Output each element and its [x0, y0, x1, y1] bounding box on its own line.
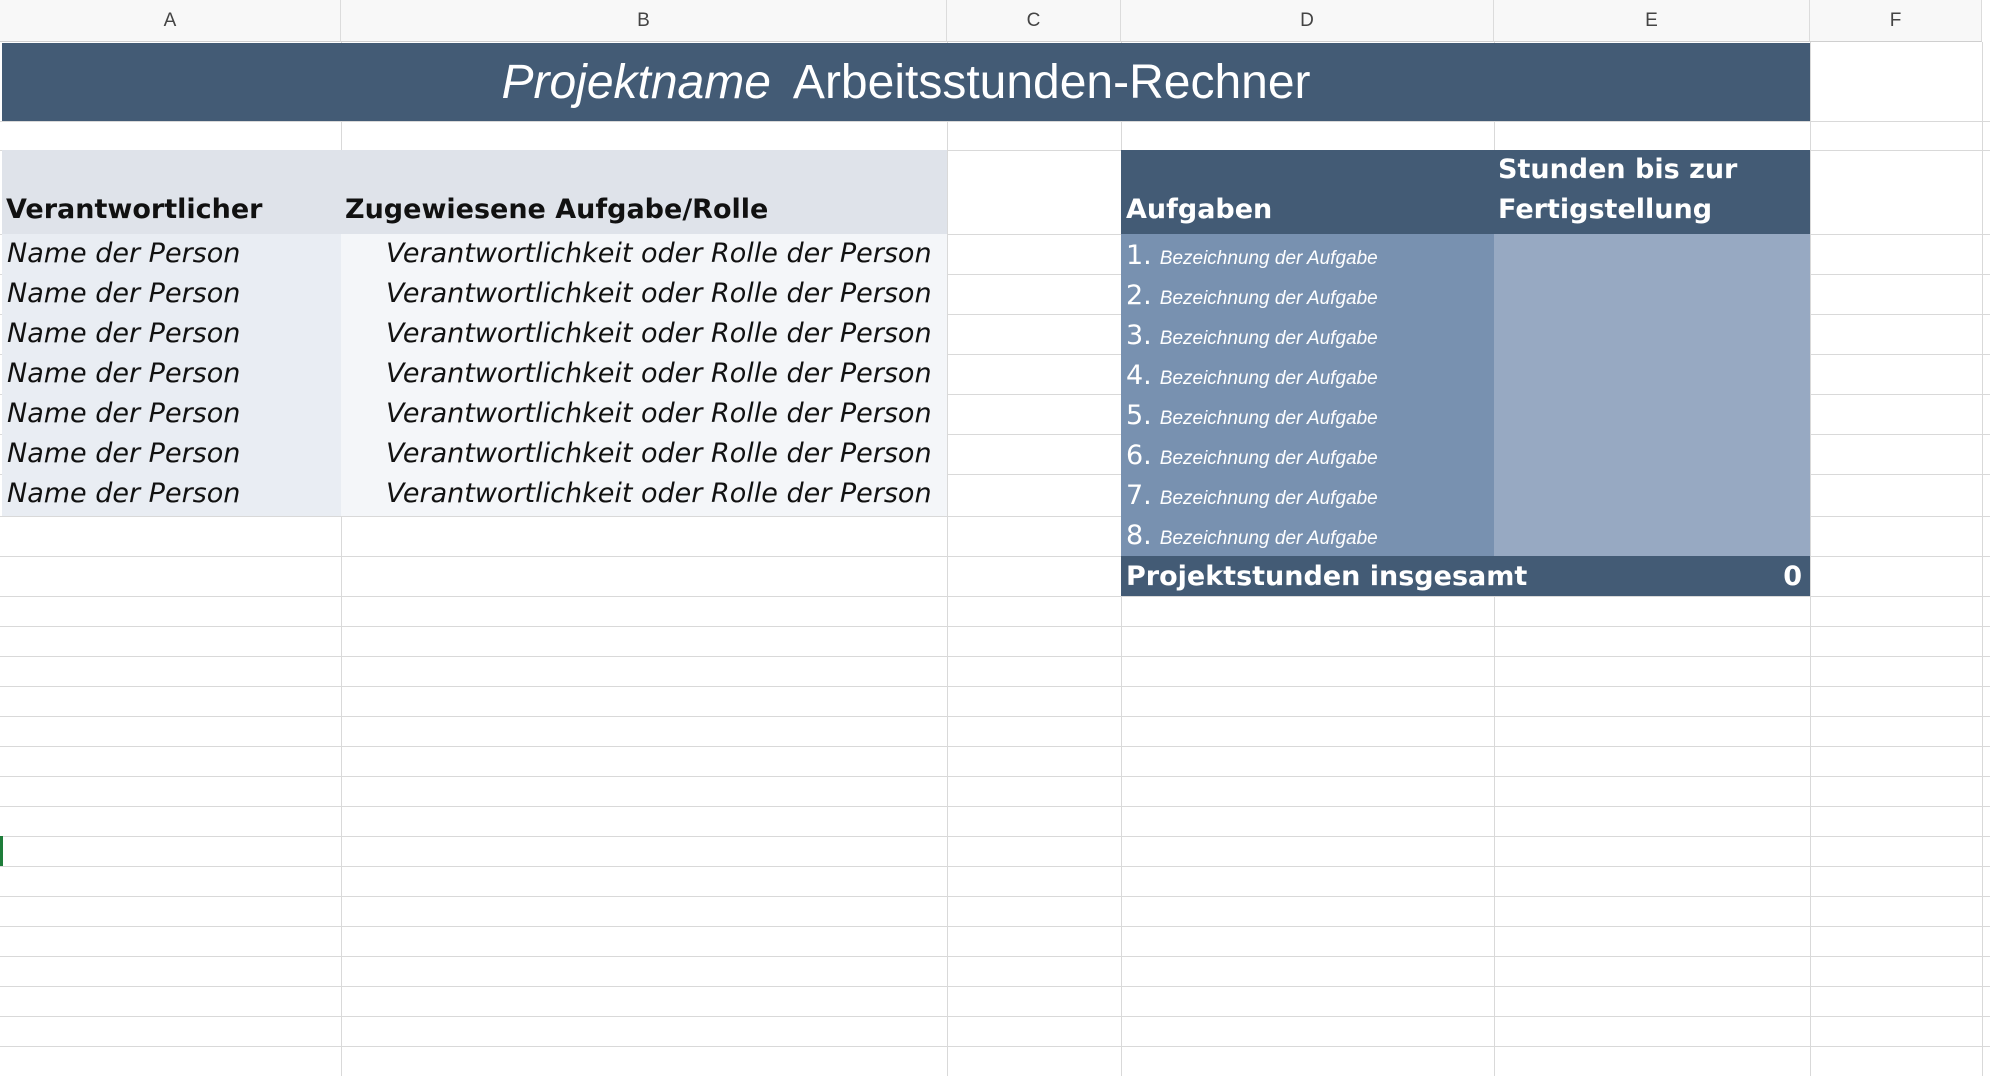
total-hours-label: Projektstunden insgesamt: [1126, 561, 1528, 592]
column-header-d[interactable]: D: [1121, 0, 1494, 42]
task-label: Bezeichnung der Aufgabe: [1159, 448, 1378, 469]
gridline: [0, 626, 1990, 627]
task-label: Bezeichnung der Aufgabe: [1159, 328, 1378, 349]
task-cell[interactable]: [1126, 440, 1378, 471]
task-label: Bezeichnung der Aufgabe: [1159, 408, 1378, 429]
task-number: 1.: [1126, 240, 1152, 271]
task-cell[interactable]: [1126, 240, 1378, 271]
gridline: [1810, 42, 1811, 1076]
task-number: 4.: [1126, 360, 1152, 391]
person-cell[interactable]: Name der Person: [7, 318, 241, 349]
gridline: [0, 896, 1990, 897]
task-number: 8.: [1126, 520, 1152, 551]
person-cell[interactable]: Name der Person: [7, 478, 241, 509]
gridline: [1982, 42, 1983, 1076]
header-assigned-role[interactable]: Zugewiesene Aufgabe/Rolle: [345, 194, 769, 225]
gridline: [0, 986, 1990, 987]
task-cell[interactable]: [1126, 280, 1378, 311]
sheet-title[interactable]: [2, 43, 1810, 121]
task-number: 3.: [1126, 320, 1152, 351]
total-hours-row[interactable]: [1121, 556, 1810, 596]
gridline: [0, 836, 1990, 837]
gridline: [947, 42, 948, 1076]
gridline: [0, 656, 1990, 657]
task-cell[interactable]: [1126, 320, 1378, 351]
task-cell[interactable]: [1126, 360, 1378, 391]
task-label: Bezeichnung der Aufgabe: [1159, 368, 1378, 389]
task-cell[interactable]: [1126, 520, 1378, 551]
task-cell[interactable]: [1126, 480, 1378, 511]
task-cell[interactable]: [1126, 400, 1378, 431]
gridline: [0, 776, 1990, 777]
gridline: [0, 596, 1990, 597]
role-cell[interactable]: Verantwortlichkeit oder Rolle der Person: [386, 238, 932, 269]
person-cell[interactable]: Name der Person: [7, 238, 241, 269]
task-label: Bezeichnung der Aufgabe: [1159, 288, 1378, 309]
column-header-c[interactable]: C: [947, 0, 1121, 42]
task-number: 2.: [1126, 280, 1152, 311]
gridline: [0, 806, 1990, 807]
hours-column-fill: [1494, 234, 1810, 556]
gridline: [0, 716, 1990, 717]
column-header-e[interactable]: E: [1494, 0, 1810, 42]
role-cell[interactable]: Verantwortlichkeit oder Rolle der Person: [386, 398, 932, 429]
gridline: [0, 866, 1990, 867]
task-number: 5.: [1126, 400, 1152, 431]
gridline: [0, 1046, 1990, 1047]
gridline: [0, 121, 1990, 122]
role-cell[interactable]: Verantwortlichkeit oder Rolle der Person: [386, 278, 932, 309]
right-table-header: [1121, 150, 1810, 234]
column-header-b[interactable]: B: [341, 0, 947, 42]
column-header-f[interactable]: F: [1810, 0, 1982, 42]
left-table-header: [2, 150, 947, 234]
task-label: Bezeichnung der Aufgabe: [1159, 528, 1378, 549]
header-hours-line2[interactable]: Fertigstellung: [1498, 194, 1713, 225]
title-text: Arbeitsstunden-Rechner: [792, 55, 1311, 109]
person-cell[interactable]: Name der Person: [7, 358, 241, 389]
role-cell[interactable]: Verantwortlichkeit oder Rolle der Person: [386, 438, 932, 469]
header-tasks[interactable]: Aufgaben: [1126, 194, 1273, 225]
title-project-name: Projektname: [501, 55, 771, 109]
person-cell[interactable]: Name der Person: [7, 398, 241, 429]
gridline: [0, 746, 1990, 747]
gridline: [0, 926, 1990, 927]
person-cell[interactable]: Name der Person: [7, 438, 241, 469]
header-hours-line1[interactable]: Stunden bis zur: [1498, 154, 1738, 185]
total-hours-value: 0: [1783, 561, 1802, 592]
task-label: Bezeichnung der Aufgabe: [1159, 248, 1378, 269]
role-cell[interactable]: Verantwortlichkeit oder Rolle der Person: [386, 358, 932, 389]
selected-cell-indicator: [0, 836, 3, 866]
column-header-a[interactable]: A: [0, 0, 341, 42]
role-cell[interactable]: Verantwortlichkeit oder Rolle der Person: [386, 318, 932, 349]
gridline: [0, 956, 1990, 957]
gridline: [0, 1016, 1990, 1017]
role-cell[interactable]: Verantwortlichkeit oder Rolle der Person: [386, 478, 932, 509]
task-number: 6.: [1126, 440, 1152, 471]
person-cell[interactable]: Name der Person: [7, 278, 241, 309]
task-label: Bezeichnung der Aufgabe: [1159, 488, 1378, 509]
task-number: 7.: [1126, 480, 1152, 511]
header-responsible[interactable]: Verantwortlicher: [6, 194, 263, 225]
gridline: [0, 686, 1990, 687]
